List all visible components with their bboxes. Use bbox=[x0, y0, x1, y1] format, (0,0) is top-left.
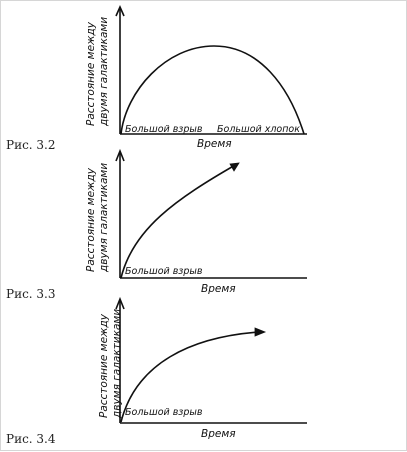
fig3-ylabel-line1: Расстояние между bbox=[98, 314, 110, 418]
figure-3-4 bbox=[98, 299, 307, 440]
fig2-ylabel-line2: двумя галактиками bbox=[98, 162, 110, 272]
fig3-note-big-bang: Большой взрыв bbox=[125, 407, 203, 418]
caption-fig-3-4: Рис. 3.4 bbox=[6, 432, 56, 446]
fig3-curve-arrow bbox=[255, 328, 265, 336]
caption-fig-3-2: Рис. 3.2 bbox=[6, 138, 56, 152]
fig1-ylabel-line1: Расстояние между bbox=[85, 22, 97, 126]
fig2-xlabel: Время bbox=[201, 283, 236, 295]
figure-3-2 bbox=[85, 7, 307, 150]
caption-fig-3-3: Рис. 3.3 bbox=[6, 287, 56, 301]
fig3-xlabel: Время bbox=[201, 428, 236, 440]
fig1-ylabel-line2: двумя галактиками bbox=[98, 16, 110, 126]
fig1-note-big-crunch: Большой хлопок bbox=[217, 124, 300, 135]
fig1-curve bbox=[121, 46, 304, 134]
fig1-xlabel: Время bbox=[197, 138, 232, 150]
fig2-ylabel-line1: Расстояние между bbox=[85, 168, 97, 272]
fig3-ylabel-line2: двумя галактиками bbox=[111, 308, 123, 418]
fig1-note-big-bang: Большой взрыв bbox=[125, 124, 203, 135]
figure-3-3 bbox=[85, 151, 307, 295]
figures-canvas bbox=[1, 1, 407, 452]
fig2-curve bbox=[121, 164, 237, 278]
fig2-note-big-bang: Большой взрыв bbox=[125, 266, 203, 277]
fig2-curve-arrow bbox=[230, 163, 239, 171]
